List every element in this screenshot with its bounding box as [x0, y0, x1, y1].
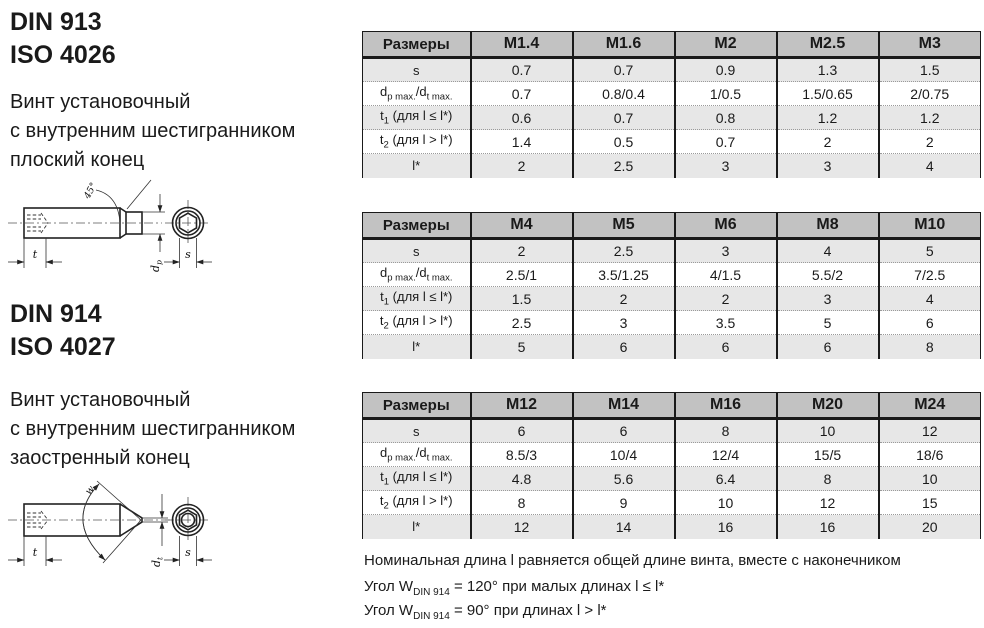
table-corner-header: Размеры: [363, 393, 471, 419]
table-row: [363, 239, 981, 263]
value-cell: 5.5/2: [777, 263, 879, 287]
column-header-m5: M5: [573, 213, 675, 239]
value-cell: 8: [879, 335, 981, 359]
value-cell: 0.6: [471, 106, 573, 130]
row-label-s: s: [413, 62, 420, 78]
row-label-t1: $t_1$ (для l ≤ l*): [363, 106, 471, 130]
table-row: [363, 467, 981, 491]
value-cell: 2/0.75: [879, 82, 981, 106]
dimension-label-dt: $d_t$: [150, 556, 165, 568]
table-row: [363, 443, 981, 467]
dimensions-table-m4-m10: [362, 212, 981, 359]
description-line: Винт установочный: [10, 389, 191, 411]
column-header-m16: M16: [675, 393, 777, 419]
value-cell: 0.7: [573, 106, 675, 130]
technical-drawing-cone-point: [2, 468, 235, 594]
value-cell: 9: [573, 491, 675, 515]
value-cell: 8.5/3: [471, 443, 573, 467]
row-label-t2: $t_2$ (для l > l*): [363, 130, 471, 154]
value-cell: 0.9: [675, 58, 777, 82]
column-header-m1.4: M1.4: [471, 32, 573, 58]
description-line: с внутренним шестигранником: [10, 120, 296, 142]
description-line: заостренный конец: [10, 447, 190, 469]
value-cell: 0.5: [573, 130, 675, 154]
dimension-label-t: t: [32, 546, 38, 559]
value-cell: 12: [777, 491, 879, 515]
column-header-m2.5: M2.5: [777, 32, 879, 58]
value-cell: 3: [777, 154, 879, 178]
description-line: плоский конец: [10, 149, 145, 171]
note-angle-90: Угол $W_{DIN 914} = 90^\circ$ при длинах l > l*: [364, 602, 607, 622]
value-cell: 20: [879, 515, 981, 539]
value-cell: 2: [675, 287, 777, 311]
value-cell: 6: [777, 335, 879, 359]
value-cell: 10: [879, 467, 981, 491]
description-line: с внутренним шестигранником: [10, 418, 296, 440]
value-cell: 5: [777, 311, 879, 335]
column-header-m1.6: M1.6: [573, 32, 675, 58]
value-cell: 0.7: [471, 82, 573, 106]
table-row: [363, 419, 981, 443]
value-cell: 0.8: [675, 106, 777, 130]
value-cell: 1/0.5: [675, 82, 777, 106]
value-cell: 5: [471, 335, 573, 359]
row-label-s: s: [413, 243, 420, 259]
value-cell: 1.5: [471, 287, 573, 311]
value-cell: 2.5: [573, 239, 675, 263]
table-row: [363, 58, 981, 82]
value-cell: 8: [675, 419, 777, 443]
table-row: [363, 263, 981, 287]
value-cell: 4: [879, 154, 981, 178]
value-cell: 0.7: [471, 58, 573, 82]
value-cell: 6: [573, 335, 675, 359]
row-label-dp_dt: $d_{p max.}/d_{t max.}$: [363, 263, 471, 287]
value-cell: 3: [675, 239, 777, 263]
value-cell: 10/4: [573, 443, 675, 467]
row-label-t1: $t_1$ (для l ≤ l*): [363, 467, 471, 491]
value-cell: 3: [675, 154, 777, 178]
value-cell: 6: [879, 311, 981, 335]
technical-drawing-flat-point: [2, 176, 235, 292]
value-cell: 6: [675, 335, 777, 359]
table-row: [363, 287, 981, 311]
value-cell: 8: [777, 467, 879, 491]
angle-label-45: 45°: [81, 180, 100, 201]
value-cell: 4/1.5: [675, 263, 777, 287]
value-cell: 1.5/0.65: [777, 82, 879, 106]
value-cell: 2: [573, 287, 675, 311]
value-cell: 1.2: [879, 106, 981, 130]
value-cell: 6: [573, 419, 675, 443]
value-cell: 3.5/1.25: [573, 263, 675, 287]
value-cell: 1.2: [777, 106, 879, 130]
table-row: [363, 311, 981, 335]
note-nominal-length: Номинальная длина l равняется общей длине винта, вместе с наконечником: [364, 552, 901, 569]
value-cell: 12: [879, 419, 981, 443]
standard-code-iso: ISO 4026: [10, 41, 116, 69]
value-cell: 12: [471, 515, 573, 539]
table-row: [363, 82, 981, 106]
value-cell: 6: [471, 419, 573, 443]
dimensions-table-m12-m24: [362, 392, 981, 539]
value-cell: 0.8/0.4: [573, 82, 675, 106]
note-angle-120: Угол $W_{DIN 914} = 120^\circ$ при малых длинах l ≤ l*: [364, 578, 665, 598]
column-header-m4: M4: [471, 213, 573, 239]
dimension-label-t: t: [32, 248, 38, 261]
column-header-m2: M2: [675, 32, 777, 58]
value-cell: 2: [879, 130, 981, 154]
value-cell: 18/6: [879, 443, 981, 467]
row-label-dp_dt: $d_{p max.}/d_{t max.}$: [363, 82, 471, 106]
table-row: [363, 491, 981, 515]
standard-codes-din914: [10, 298, 116, 364]
column-header-m3: M3: [879, 32, 981, 58]
column-header-m14: M14: [573, 393, 675, 419]
standard-code-din: DIN 913: [10, 8, 102, 36]
table-corner-header: Размеры: [363, 32, 471, 58]
dimension-label-dp: $d_p$: [149, 260, 164, 272]
angle-label-w: w: [83, 483, 97, 498]
value-cell: 2.5: [573, 154, 675, 178]
value-cell: 5.6: [573, 467, 675, 491]
value-cell: 2.5/1: [471, 263, 573, 287]
dimension-label-s: s: [185, 546, 191, 559]
row-label-t1: $t_1$ (для l ≤ l*): [363, 287, 471, 311]
value-cell: 3: [777, 287, 879, 311]
row-label-l_star: l*: [363, 335, 471, 359]
value-cell: 7/2.5: [879, 263, 981, 287]
value-cell: 0.7: [573, 58, 675, 82]
column-header-m8: M8: [777, 213, 879, 239]
value-cell: 6.4: [675, 467, 777, 491]
value-cell: 4.8: [471, 467, 573, 491]
dimensions-table-m1_4-m3: [362, 31, 981, 178]
value-cell: 10: [777, 419, 879, 443]
row-label-l_star: l*: [363, 154, 471, 178]
table-corner-header: Размеры: [363, 213, 471, 239]
value-cell: 5: [879, 239, 981, 263]
row-label-t2: $t_2$ (для l > l*): [363, 311, 471, 335]
angle-arc: [96, 190, 120, 233]
table-row: [363, 130, 981, 154]
column-header-m10: M10: [879, 213, 981, 239]
value-cell: 8: [471, 491, 573, 515]
value-cell: 15/5: [777, 443, 879, 467]
value-cell: 4: [879, 287, 981, 311]
value-cell: 0.7: [675, 130, 777, 154]
table-row: [363, 515, 981, 539]
row-label-t2: $t_2$ (для l > l*): [363, 491, 471, 515]
table-row: [363, 106, 981, 130]
angle-leader-line: [127, 180, 151, 209]
angle-lines: [97, 481, 141, 563]
value-cell: 2.5: [471, 311, 573, 335]
description-din914: [10, 386, 295, 473]
value-cell: 4: [777, 239, 879, 263]
value-cell: 12/4: [675, 443, 777, 467]
column-header-m20: M20: [777, 393, 879, 419]
value-cell: 1.5: [879, 58, 981, 82]
angle-arc: [83, 484, 105, 560]
column-header-m6: M6: [675, 213, 777, 239]
value-cell: 1.4: [471, 130, 573, 154]
column-header-m24: M24: [879, 393, 981, 419]
value-cell: 16: [777, 515, 879, 539]
value-cell: 16: [675, 515, 777, 539]
description-din913: [10, 88, 295, 175]
column-header-m12: M12: [471, 393, 573, 419]
description-line: Винт установочный: [10, 91, 191, 113]
value-cell: 15: [879, 491, 981, 515]
value-cell: 2: [777, 130, 879, 154]
table-row: [363, 154, 981, 178]
standard-code-iso: ISO 4027: [10, 333, 116, 361]
value-cell: 1.3: [777, 58, 879, 82]
value-cell: 10: [675, 491, 777, 515]
value-cell: 2: [471, 154, 573, 178]
row-label-s: s: [413, 423, 420, 439]
row-label-dp_dt: $d_{p max.}/d_{t max.}$: [363, 443, 471, 467]
angle-arc: [83, 484, 105, 560]
value-cell: 3: [573, 311, 675, 335]
value-cell: 2: [471, 239, 573, 263]
standard-codes-din913: [10, 6, 116, 72]
value-cell: 14: [573, 515, 675, 539]
row-label-l_star: l*: [363, 515, 471, 539]
standard-code-din: DIN 914: [10, 300, 102, 328]
value-cell: 3.5: [675, 311, 777, 335]
table-row: [363, 335, 981, 359]
dimension-label-s: s: [185, 248, 191, 261]
